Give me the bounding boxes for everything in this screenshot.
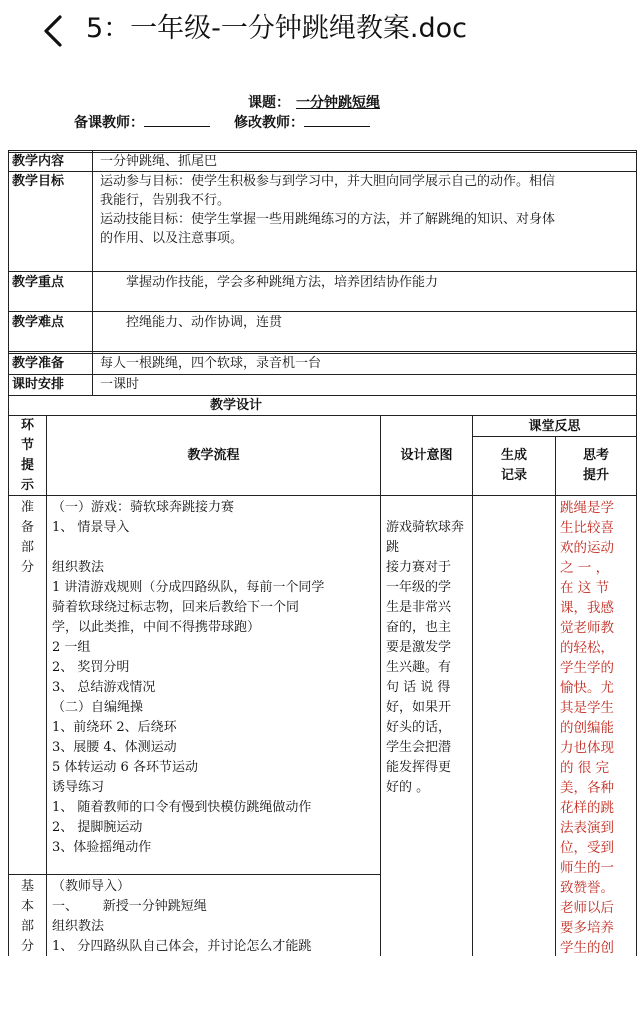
col-feedback-header: 课堂反思 [528, 419, 581, 434]
stage-char: 准 [20, 500, 34, 515]
stage-char: 基 [20, 879, 34, 894]
reflection-line: 愉快。尤 [560, 680, 614, 696]
col-stage-header [9, 416, 46, 496]
info-value-preparation: 每人一根跳绳，四个软球，录音机一台 [100, 356, 322, 371]
info-label-preparation: 教学准备 [12, 356, 65, 371]
flow-line: 5 体转运动 6 各环节运动 [52, 760, 198, 775]
document-title: 5：一年级-一分钟跳绳教案.doc [86, 13, 468, 44]
stage-label-prep [9, 498, 46, 578]
reflection-line: 欢的运动 [560, 540, 614, 556]
reflection-line: 课，我感 [560, 600, 614, 616]
reflection-line: 花样的跳 [560, 800, 614, 816]
intent-line: 游戏骑软球奔跳 [386, 520, 465, 555]
reflection-line: 美，各种 [560, 780, 614, 796]
flow-line: 一、 新授一分钟跳短绳 [52, 899, 207, 914]
reflection-line: 力也体现 [560, 740, 614, 756]
topic-label: 课题： [248, 95, 290, 111]
col-think-line: 提升 [582, 468, 609, 483]
flow-line: （一）游戏：骑软球奔跳接力赛 [52, 500, 235, 515]
goal-line: 我能行，告别我不行。 [100, 193, 231, 208]
reflection-line: 的创编能 [560, 720, 614, 736]
goal-line: 的作用、以及注意事项。 [100, 231, 244, 246]
flow-line: 1、 分四路纵队自己体会，并讨论怎么才能跳 [52, 939, 312, 954]
stage-char: 分 [20, 939, 34, 954]
intent-line: 好，如果开 [386, 700, 452, 715]
stage-char: 部 [20, 540, 34, 555]
reflection-line: 觉老师教 [560, 620, 614, 636]
reflection-line: 的 很 完 [560, 760, 610, 776]
reflection-line: 之 一 ， [560, 560, 610, 576]
reflection-line: 在 这 节 [560, 580, 610, 596]
flow-line: 2 一组 [52, 640, 91, 655]
reflection-line: 生比较喜 [560, 520, 614, 536]
flow-line: 骑着软球绕过标志物，回来后教给下一个同 [52, 600, 300, 615]
flow-line: 组织教法 [52, 560, 105, 575]
col-record-header [473, 446, 555, 486]
intent-line: 好头的话， [386, 720, 452, 735]
topic-value: 一分钟跳短绳 [296, 95, 380, 111]
col-stage-char: 示 [20, 478, 34, 493]
info-value-schedule: 一课时 [100, 377, 140, 392]
col-record-line: 生成 [500, 448, 527, 463]
info-value-goals [100, 172, 632, 248]
reflection-line: 位，受到 [560, 840, 614, 856]
col-stage-char: 节 [20, 438, 34, 453]
prep-flow [52, 498, 378, 858]
reflection-line: 老师以后 [560, 900, 614, 916]
stage-char: 备 [20, 520, 34, 535]
col-intent-header: 设计意图 [400, 448, 453, 463]
teacher-line [74, 112, 394, 132]
flow-line: 3、体验摇绳动作 [52, 840, 152, 855]
stage-char: 分 [20, 560, 34, 575]
flow-line: 2、 提脚腕运动 [52, 820, 143, 835]
intent-line: 生是非常兴 [386, 600, 452, 615]
reflection-line: 其是学生 [560, 700, 614, 716]
intent-line: 句 话 说 得 [386, 680, 451, 695]
reflection-line: 法表演到 [560, 820, 614, 836]
goal-line: 运动技能目标：使学生掌握一些用跳绳练习的方法，并了解跳绳的知识、对身体 [100, 212, 556, 227]
stage-char: 本 [20, 899, 34, 914]
topic-line [248, 92, 380, 112]
info-value-content: 一分钟跳绳、抓尾巴 [100, 154, 218, 169]
flow-line [52, 538, 378, 558]
reflection-line: 致赞誉。 [560, 880, 614, 896]
flow-line: 2、 奖罚分明 [52, 660, 130, 675]
reflection-text [560, 498, 632, 958]
reflection-line: 要多培养 [560, 920, 614, 936]
reflection-line: 学生学的 [560, 660, 614, 676]
stage-char: 部 [20, 919, 34, 934]
flow-line: 1、 随着教师的口令有慢到快模仿跳绳做动作 [52, 800, 312, 815]
basic-flow [52, 877, 378, 957]
col-flow-header: 教学流程 [187, 448, 240, 463]
prep-teacher-label: 备课教师： [74, 115, 144, 131]
info-label-key-points: 教学重点 [12, 275, 65, 290]
col-think-header [556, 446, 636, 486]
intent-line: 奋的，也主 [386, 620, 452, 635]
title-bar [0, 0, 640, 63]
design-title: 教学设计 [209, 398, 262, 413]
intent-line: 生兴趣。有 [386, 660, 452, 675]
flow-line: （二）自编绳操 [52, 700, 144, 715]
stage-label-basic [9, 877, 46, 957]
info-label-difficulties: 教学难点 [12, 315, 65, 330]
edit-teacher-blank [304, 114, 370, 127]
info-value-difficulties: 控绳能力、动作协调，连贯 [126, 315, 283, 330]
col-record-line: 记录 [500, 468, 527, 483]
intent-line: 学生会把潜 [386, 740, 452, 755]
info-label-content: 教学内容 [12, 154, 65, 169]
back-arrow-icon[interactable] [38, 14, 68, 48]
reflection-line: 的轻松， [560, 640, 614, 656]
flow-line: （教师导入） [52, 879, 131, 894]
col-stage-char: 提 [20, 458, 34, 473]
flow-line: 3、 总结游戏情况 [52, 680, 156, 695]
flow-line: 诱导练习 [52, 780, 105, 795]
intent-line: 一年级的学 [386, 580, 452, 595]
flow-line: 1 讲清游戏规则（分成四路纵队，每前一个同学 [52, 580, 325, 595]
reflection-line: 学生的创 [560, 940, 614, 956]
document-page[interactable] [0, 62, 640, 1025]
goal-line: 运动参与目标：使学生积极参与到学习中，并大胆向同学展示自己的动作。相信 [100, 174, 556, 189]
intent-line: 好的 。 [386, 780, 430, 795]
reflection-line: 师生的一 [560, 860, 614, 876]
flow-line: 学，以此类推，中间不得携带球跑） [52, 620, 261, 635]
col-think-line: 思考 [582, 448, 609, 463]
prep-teacher-blank [144, 114, 210, 127]
edit-teacher-label: 修改教师： [234, 115, 304, 131]
reflection-line: 跳绳是学 [560, 500, 614, 516]
flow-line: 1、 情景导入 [52, 520, 130, 535]
info-label-goals: 教学目标 [12, 174, 65, 189]
info-label-schedule: 课时安排 [12, 377, 65, 392]
flow-line: 组织教法 [52, 919, 105, 934]
intent-line: 要是激发学 [386, 640, 452, 655]
prep-intent [386, 518, 470, 798]
intent-line: 能发挥得更 [386, 760, 452, 775]
flow-line: 1、前绕环 2、后绕环 [52, 720, 177, 735]
info-value-key-points: 掌握动作技能，学会多种跳绳方法，培养团结协作能力 [126, 275, 439, 290]
intent-line: 接力赛对于 [386, 560, 452, 575]
flow-line: 3、展腰 4、体测运动 [52, 740, 177, 755]
col-stage-char: 环 [20, 418, 34, 433]
